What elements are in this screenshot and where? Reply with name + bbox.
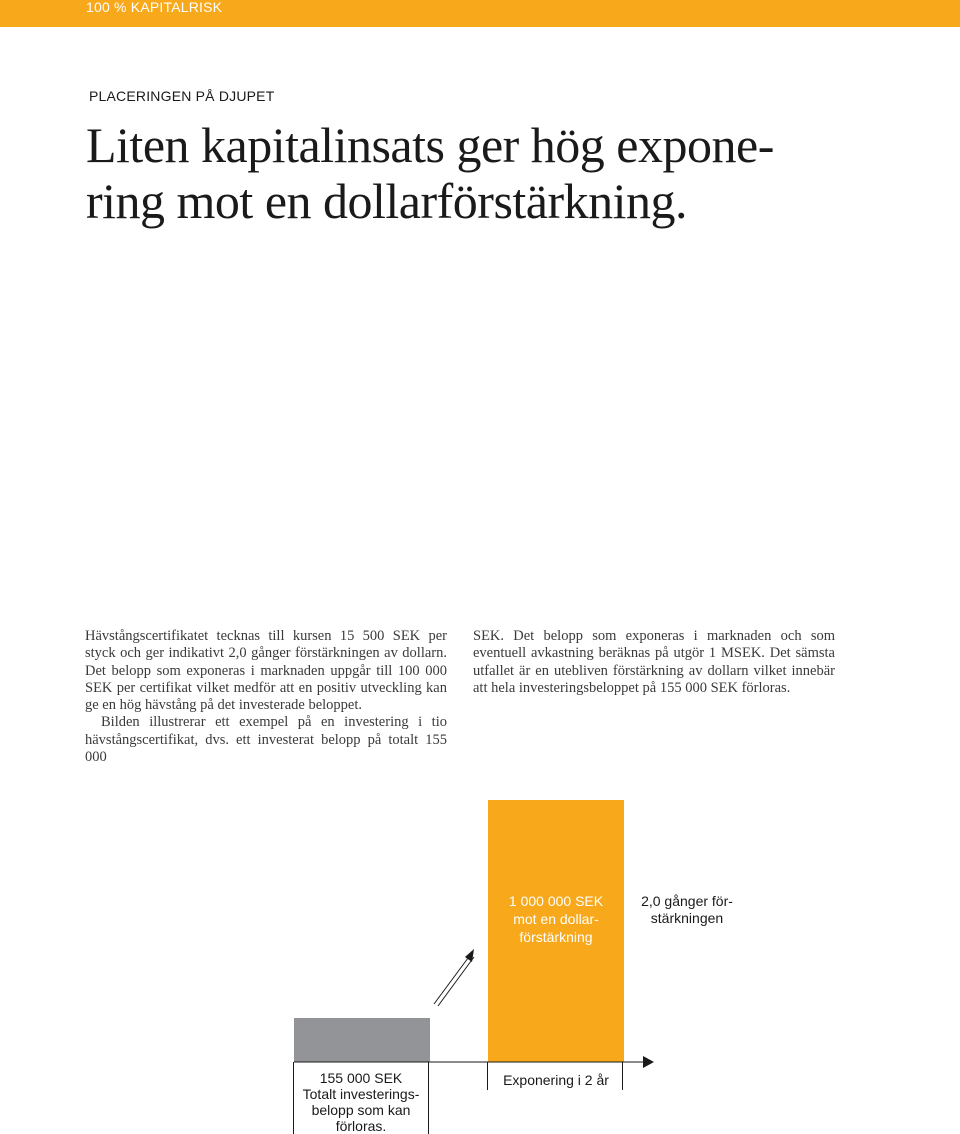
exposure-period-label: Exponering i 2 år — [503, 1072, 609, 1088]
invested-bar-label — [293, 1070, 429, 1134]
invested-desc-3: förloras. — [335, 1118, 387, 1134]
invested-amount: 155 000 SEK — [319, 1070, 403, 1086]
invested-desc-2: belopp som kan — [311, 1102, 411, 1118]
invested-desc-1: Totalt investerings- — [302, 1086, 420, 1102]
growth-arrow-shaft-a — [434, 954, 471, 1004]
title-line-1: Liten kapitalinsats ger hög expone- — [86, 117, 774, 173]
axis-arrow-icon — [643, 1056, 654, 1068]
body-paragraph-2: Bilden illustrerar ett exempel på en investering i tio hävstångscertifikat, dvs. ett investerat belopp på totalt 155 000 — [85, 714, 447, 766]
title-line-2: ring mot en dollarförstärkning. — [86, 173, 688, 229]
kicker-heading: PLACERINGEN PÅ DJUPET — [89, 88, 275, 104]
growth-arrow-shaft-b — [438, 957, 474, 1006]
body-paragraph-2-continued: SEK. Det belopp som exponeras i marknaden och som eventuell avkastning beräknas på utgör 1 MSEK. Det sämsta utfallet är en utebliven förstärkning av dollarn vilket innebär att hela investeringsbeloppet på 155 000 SEK förloras. — [473, 628, 835, 696]
exposure-bar-label — [488, 892, 624, 946]
leverage-label — [636, 893, 738, 927]
body-paragraph-1: Hävstångscertifikatet tecknas till kursen 15 500 SEK per styck och ger indikativt 2,0 gånger förstärkningen av dollarn. Det belopp som exponeras i marknaden uppgår till 100 000 SEK per certifikat vilket medför att en positiv utveckling kan ge en hög hävstång på det investerade beloppet. — [85, 628, 447, 714]
leverage-line-1: 2,0 gånger för- — [641, 893, 733, 909]
exposure-desc-1: mot en dollar- — [513, 911, 599, 927]
exposure-amount: 1 000 000 SEK — [508, 893, 604, 909]
section-label: 100 % KAPITALRISK — [86, 0, 223, 15]
exposure-desc-2: förstärkning — [519, 929, 593, 945]
leverage-line-2: stärkningen — [650, 910, 724, 926]
